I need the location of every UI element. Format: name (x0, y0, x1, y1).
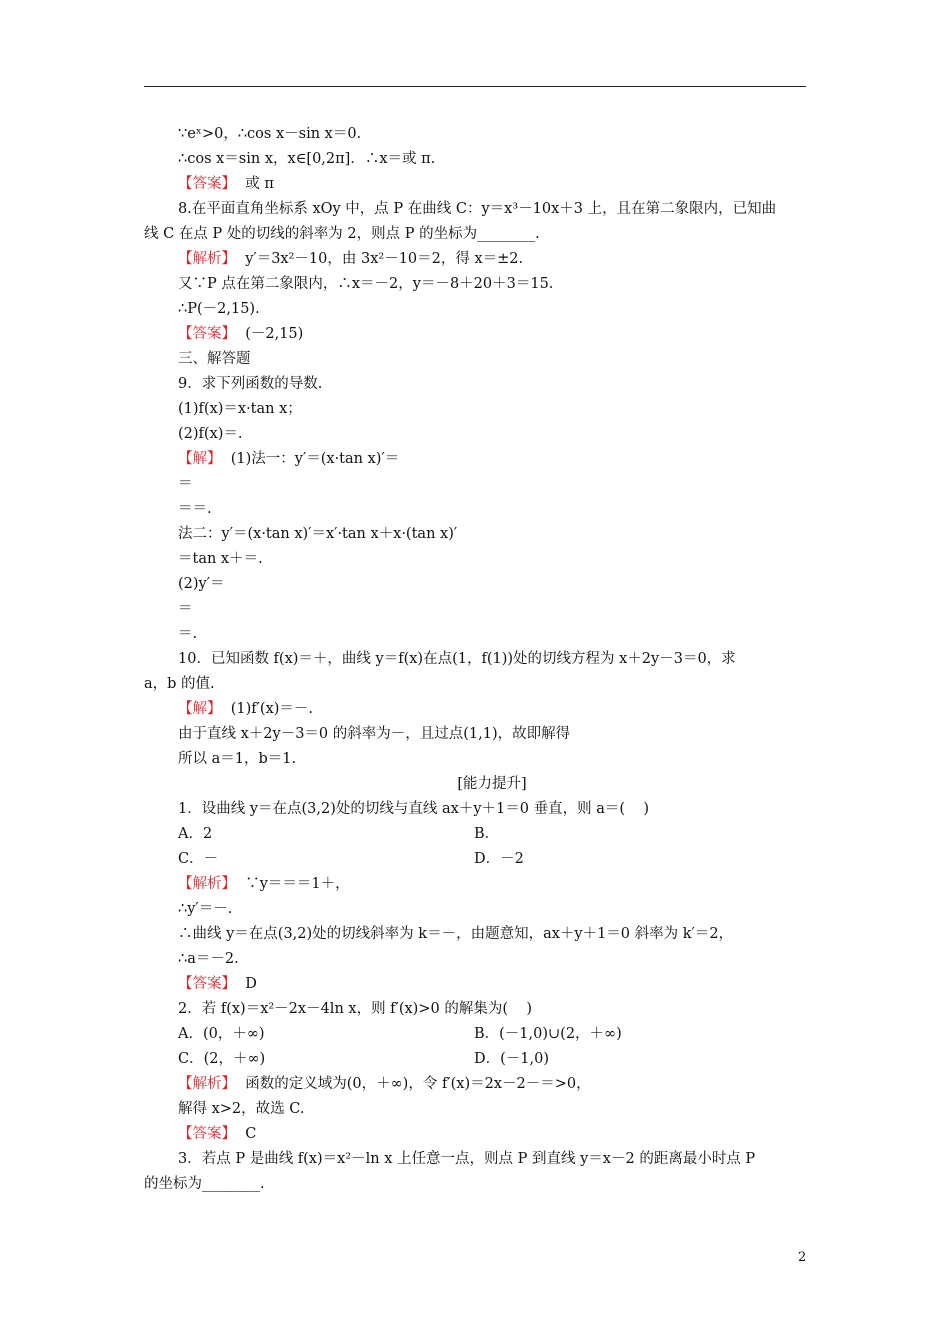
line-text: (1)f′(x)＝－. (221, 701, 314, 717)
text-line (178, 1124, 256, 1144)
text-line (178, 1024, 622, 1044)
text-line (144, 1174, 265, 1194)
line-text: 9．求下列函数的导数. (178, 376, 323, 392)
text-line (178, 199, 776, 219)
text-line (178, 799, 649, 819)
text-line (178, 499, 212, 519)
text-line (178, 649, 736, 669)
option-right: B． (474, 826, 500, 842)
label-tag: 【答案】 (178, 976, 236, 992)
text-line (178, 1099, 304, 1119)
text-line (178, 599, 193, 619)
text-line (178, 949, 239, 969)
text-line (178, 899, 232, 919)
line-text: ＝. (178, 626, 198, 642)
text-line (178, 399, 302, 419)
line-text: ∴y′＝－. (178, 901, 233, 917)
text-line (178, 449, 399, 469)
line-text: y′＝3x²－10，由 3x²－10＝2，得 x＝±2. (236, 251, 524, 267)
line-text: a，b 的值. (144, 676, 215, 692)
text-line (178, 774, 806, 794)
text-line (178, 424, 243, 444)
option-right: D．－2 (474, 851, 524, 867)
text-line (178, 574, 225, 594)
text-line (178, 474, 193, 494)
line-text: 解得 x>2，故选 C. (178, 1101, 305, 1117)
text-line (178, 999, 532, 1019)
label-tag: 【解】 (178, 701, 222, 717)
line-text: ∴曲线 y＝在点(3,2)处的切线斜率为 k＝－，由题意知，ax＋y＋1＝0 斜率为 k′＝2， (178, 926, 734, 942)
line-text: (1)f(x)＝x·tan x； (178, 401, 302, 417)
line-text: 10．已知函数 f(x)＝＋，曲线 y＝f(x)在点(1，f(1))处的切线方程为 x＋2y－3＝0，求 (178, 651, 736, 667)
line-text: D (236, 976, 257, 992)
line-text: 三、解答题 (178, 351, 251, 367)
page-number: 2 (798, 1250, 807, 1265)
line-text: (2)y′＝ (178, 576, 225, 592)
header-rule (144, 86, 806, 87)
line-text: C (236, 1126, 257, 1142)
text-line (178, 749, 296, 769)
line-text: ∴P(－2,15). (178, 301, 260, 317)
text-line (178, 249, 523, 269)
line-text: ＝＝. (178, 501, 212, 517)
text-line (178, 124, 361, 144)
text-line (178, 299, 260, 319)
line-text: 或 π (236, 176, 274, 192)
line-text: 8.在平面直角坐标系 xOy 中，点 P 在曲线 C：y＝x³－10x＋3 上，且在第二象限内，已知曲 (178, 201, 777, 217)
text-line (144, 674, 215, 694)
line-text: 3．若点 P 是曲线 f(x)＝x²－ln x 上任意一点，则点 P 到直线 y＝x－2 的距离最小时点 P (178, 1151, 756, 1167)
label-tag: 【解】 (178, 451, 222, 467)
text-line (178, 1049, 549, 1069)
text-line (178, 174, 274, 194)
text-line (178, 849, 524, 869)
line-text: C．－ (178, 851, 219, 867)
text-line (178, 524, 457, 544)
label-tag: 【答案】 (178, 326, 236, 342)
line-text: 又∵P 点在第二象限内，∴x＝－2，y＝－8＋20＋3＝15. (178, 276, 554, 292)
text-line (178, 274, 553, 294)
label-tag: 【答案】 (178, 176, 236, 192)
text-line (178, 724, 570, 744)
line-text: (－2,15) (236, 326, 304, 342)
label-tag: 【解析】 (178, 1076, 236, 1092)
text-line (178, 324, 303, 344)
label-tag: 【解析】 (178, 251, 236, 267)
line-text: ＝tan x＋＝. (178, 551, 263, 567)
line-text: ∴a＝－2. (178, 951, 239, 967)
label-tag: 【解析】 (178, 876, 236, 892)
text-line (178, 874, 350, 894)
line-text: 线 C 在点 P 处的切线的斜率为 2，则点 P 的坐标为________. (144, 226, 540, 242)
line-text: (2)f(x)＝. (178, 426, 243, 442)
text-line (178, 549, 263, 569)
text-line (178, 974, 257, 994)
line-text: 1．设曲线 y＝在点(3,2)处的切线与直线 ax＋y＋1＝0 垂直，则 a＝( ) (178, 801, 650, 817)
line-text: ＝ (178, 601, 193, 617)
text-line (178, 149, 435, 169)
line-text: 函数的定义域为(0，＋∞)，令 f′(x)＝2x－2－＝>0， (236, 1076, 591, 1092)
line-text: 2．若 f(x)＝x²－2x－4ln x，则 f′(x)>0 的解集为( ) (178, 1001, 533, 1017)
text-line (144, 224, 540, 244)
text-line (178, 374, 322, 394)
line-text: [能力提升] (457, 776, 527, 792)
line-text: A．(0，＋∞) (178, 1026, 265, 1042)
text-line (178, 924, 733, 944)
line-text: C．(2，＋∞) (178, 1051, 266, 1067)
text-line (178, 699, 313, 719)
text-line (178, 1149, 755, 1169)
line-text: 所以 a＝1，b＝1. (178, 751, 297, 767)
line-text: ∴cos x＝sin x，x∈[0,2π]．∴x＝或 π. (178, 151, 436, 167)
text-line (178, 824, 500, 844)
line-text: (1)法一：y′＝(x·tan x)′＝ (221, 451, 400, 467)
line-text: A．2 (178, 826, 213, 842)
line-text: ∵eˣ>0，∴cos x－sin x＝0. (178, 126, 362, 142)
option-right: B．(－1,0)∪(2，＋∞) (474, 1026, 622, 1042)
line-text: 由于直线 x＋2y－3＝0 的斜率为－，且过点(1,1)，故即解得 (178, 726, 571, 742)
text-line (178, 1074, 591, 1094)
line-text: ＝ (178, 476, 193, 492)
label-tag: 【答案】 (178, 1126, 236, 1142)
line-text: 的坐标为________. (144, 1176, 265, 1192)
line-text: 法二：y′＝(x·tan x)′＝x′·tan x＋x·(tan x)′ (178, 526, 458, 542)
text-line (178, 349, 251, 369)
text-line (178, 624, 197, 644)
line-text: ∵y＝＝＝1＋， (236, 876, 350, 892)
option-right: D．(－1,0) (474, 1051, 549, 1067)
